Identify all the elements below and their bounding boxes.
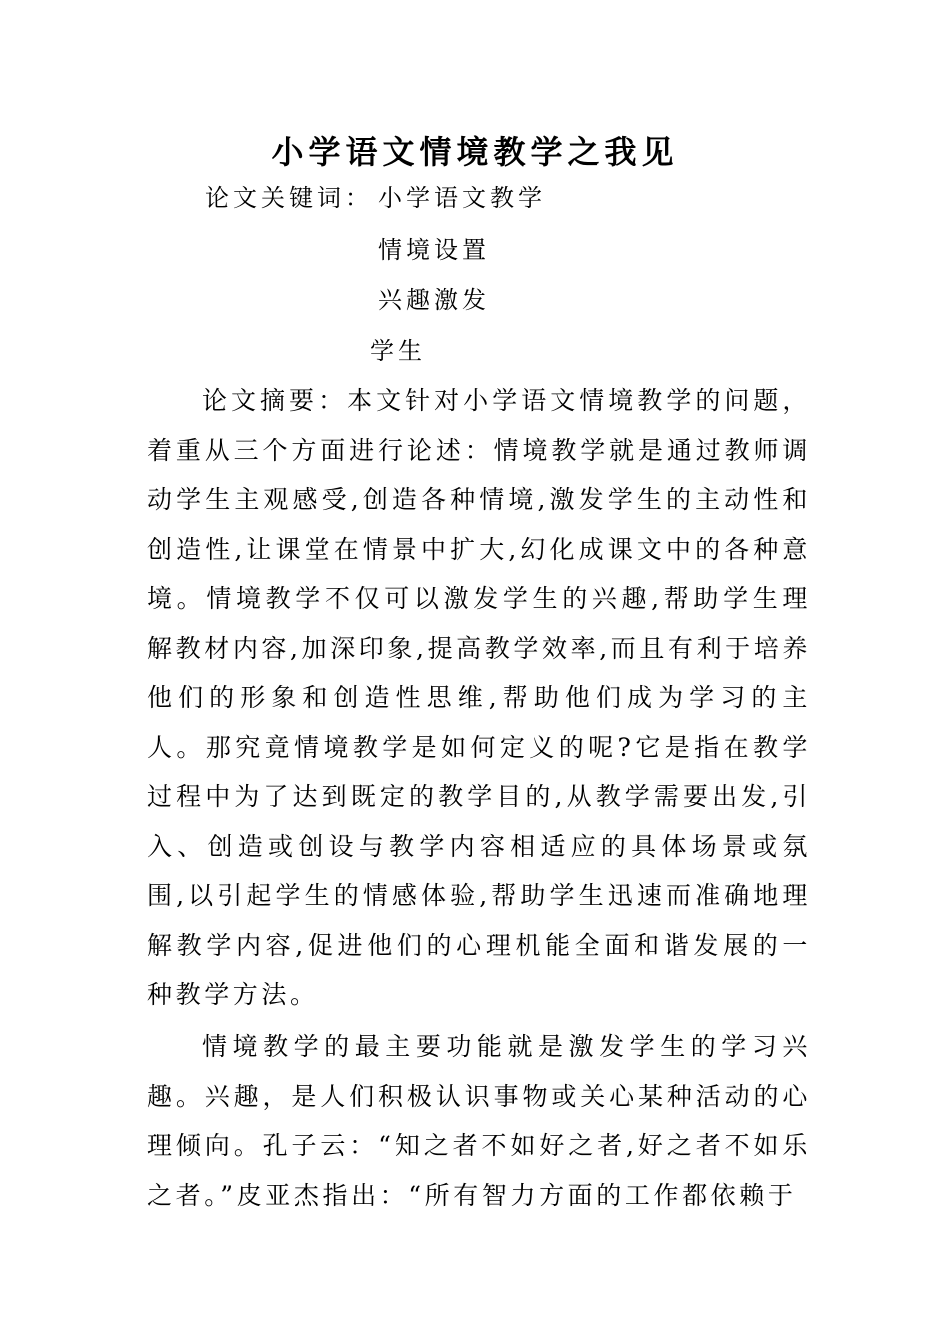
keyword-item: 小学语文教学 <box>378 184 546 212</box>
keywords-label <box>205 180 373 216</box>
body-paragraph: 情境教学的最主要功能就是激发学生的学习兴趣。兴趣，是人们积极认识事物或关心某种活动的心理倾向。孔子云：“知之者不如好之者,好之者不如乐之者。”皮亚杰指出：“所有智力方面的工作都依赖于 <box>147 1032 811 1210</box>
keyword-item: 学生 <box>370 337 426 365</box>
keyword-item: 情境设置 <box>378 236 490 264</box>
keyword-item: 兴趣激发 <box>378 286 490 314</box>
page-title: 小学语文情境教学之我见 <box>271 133 679 171</box>
keywords-label-text: 论文关键词： <box>205 184 373 212</box>
abstract-paragraph: 论文摘要：本文针对小学语文情境教学的问题，着重从三个方面进行论述：情境教学就是通过教师调动学生主观感受,创造各种情境,激发学生的主动性和创造性,让课堂在情景中扩大,幻化成课文中的各种意境。情境教学不仅可以激发学生的兴趣,帮助学生理解教材内容,加深印象,提高教学效率,而且有利于培养他们的形象和创造性思维,帮助他们成为学习的主人。那究竟情境教学是如何定义的呢?它是指在教学过程中为了达到既定的教学目的,从教学需要出发,引入、创造或创设与教学内容相适应的具体场景或氛围,以引起学生的情感体验,帮助学生迅速而准确地理解教学内容,促进他们的心理机能全面和谐发展的一种教学方法。 <box>147 386 811 1009</box>
